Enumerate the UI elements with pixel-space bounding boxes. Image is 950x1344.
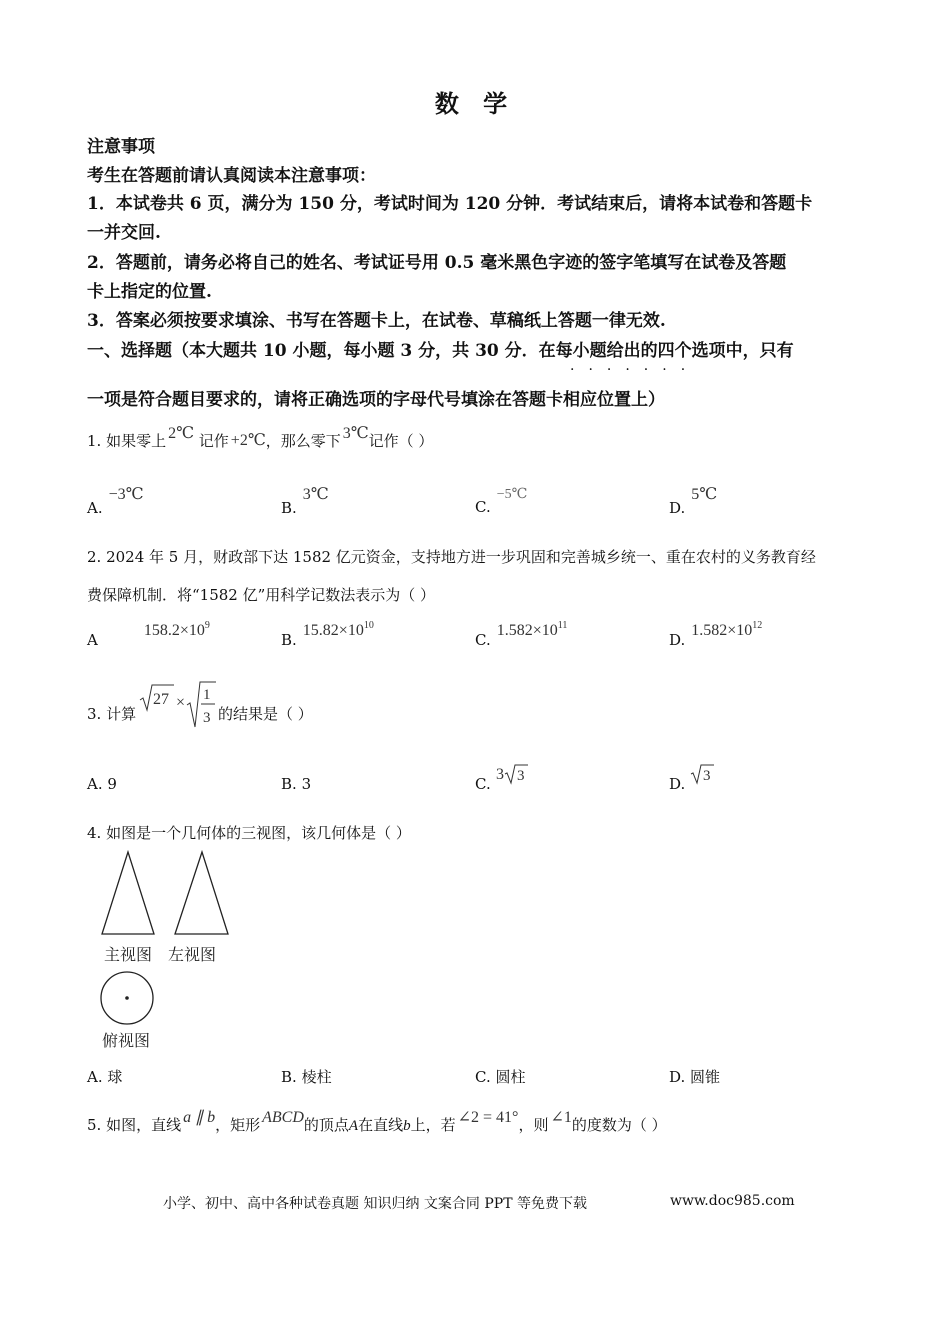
q4-top-view — [98, 970, 158, 1028]
section-1-heading: 一、选择题（本大题共 10 小题，每小题 3 分，共 30 分．在每小题给出的四个选项中，只有 — [87, 341, 794, 361]
notice-intro: 考生在答题前请认真阅读本注意事项： — [87, 166, 376, 186]
section-1-heading-cont: 一项是符合题目要求的，请将正确选项的字母代号填涂在答题卡相应位置上） — [87, 390, 665, 410]
q4-option-c: C. 圆柱 — [475, 1068, 526, 1086]
q3-lead: 3. 计算 — [87, 705, 137, 723]
footer-link[interactable]: www.doc985.com — [670, 1193, 795, 1209]
q1-option-d: D.5℃ — [669, 486, 718, 517]
q2-option-b: $B.15.82\times 10^{10}$ — [281, 620, 374, 649]
page-title: 数 学 — [434, 89, 516, 118]
math-abcd: ABCD — [262, 1109, 304, 1126]
top-view-center-dot — [125, 996, 129, 1000]
svg-text:3: 3 — [517, 768, 525, 784]
question-4: 4. 如图是一个几何体的三视图，该几何体是（ ） — [87, 824, 411, 842]
notice-item-3: 3．答案必须按要求填涂、书写在答题卡上，在试卷、草稿纸上答题一律无效. — [87, 311, 666, 331]
math-2c: 2℃ — [168, 425, 194, 442]
q2-option-c: $C.1.582\times 10^{11}$ — [475, 620, 568, 649]
svg-text:3: 3 — [496, 766, 504, 783]
q1-option-a: A.−3℃ — [87, 486, 144, 517]
math-angle2: ∠2 = 41° — [457, 1109, 519, 1126]
q3-option-a: A. 9 — [87, 775, 117, 793]
question-2-cont: 费保障机制．将“1582 亿”用科学记数法表示为（ ） — [87, 586, 436, 604]
notice-item-2-cont: 卡上指定的位置. — [87, 282, 212, 302]
notice-item-1-cont: 一并交回. — [87, 223, 161, 243]
footer-text: 小学、初中、高中各种试卷真题 知识归纳 文案合同 PPT 等免费下载 — [163, 1196, 587, 1212]
math-plus2c: +2℃ — [230, 432, 266, 449]
question-1: 1. 如果零上 2℃ 记作 +2℃，那么零下 3℃记作（ ） — [87, 425, 434, 450]
q1-option-b: B.3℃ — [281, 486, 329, 517]
svg-text:3: 3 — [203, 710, 211, 726]
math-a-parallel-b: a ∥ b — [183, 1109, 216, 1126]
q2-option-a: $A158.2\times 10^9$ — [87, 620, 210, 649]
front-view-triangle — [102, 852, 154, 934]
q3-option-d: D. — [669, 775, 686, 793]
q4-option-b: B. 棱柱 — [281, 1068, 332, 1086]
q3-option-c-value — [495, 762, 535, 786]
notice-item-1: 1．本试卷共 6 页，满分为 150 分，考试时间为 120 分钟．考试结束后，请将本试卷和答题卡 — [87, 194, 813, 214]
notice-item-2: 2．答题前，请务必将自己的姓名、考试证号用 0.5 毫米黑色字迹的签字笔填写在试卷及答题 — [87, 253, 787, 273]
q1-option-c: C.−5℃ — [475, 487, 528, 516]
math-3c: 3℃ — [342, 425, 369, 442]
q3-tail: 的结果是（ ） — [218, 705, 313, 723]
front-view-label: 主视图 — [104, 945, 153, 964]
side-view-triangle — [175, 852, 228, 934]
math-angle1: ∠1 — [550, 1109, 572, 1126]
question-5: 5. 如图，直线 a ∥ b，矩形 ABCD的顶点A在直线b上，若 ∠2 = 41°，则 ∠1的度数为（ ） — [87, 1109, 667, 1134]
emphasis-dots: ······· — [570, 362, 700, 378]
q2-option-d: $D.1.582\times 10^{12}$ — [669, 620, 763, 649]
q3-option-c: C. — [475, 775, 491, 793]
svg-text:27: 27 — [153, 691, 169, 708]
svg-text:3: 3 — [703, 768, 711, 784]
notice-heading: 注意事项 — [87, 137, 155, 157]
side-view-label: 左视图 — [168, 945, 217, 964]
svg-text:×: × — [176, 694, 186, 711]
question-2: 2. 2024 年 5 月，财政部下达 1582 亿元资金，支持地方进一步巩固和完善城乡统一、重在农村的义务教育经 — [87, 548, 816, 566]
svg-text:1: 1 — [203, 687, 211, 703]
q3-option-b: B. 3 — [281, 775, 312, 793]
q3-expression — [138, 680, 220, 730]
q3-option-d-value — [690, 762, 720, 786]
q4-option-d: D. 圆锥 — [669, 1068, 721, 1086]
q4-option-a: A. 球 — [87, 1068, 123, 1086]
q4-front-side-views — [98, 848, 234, 940]
top-view-label: 俯视图 — [102, 1031, 151, 1050]
